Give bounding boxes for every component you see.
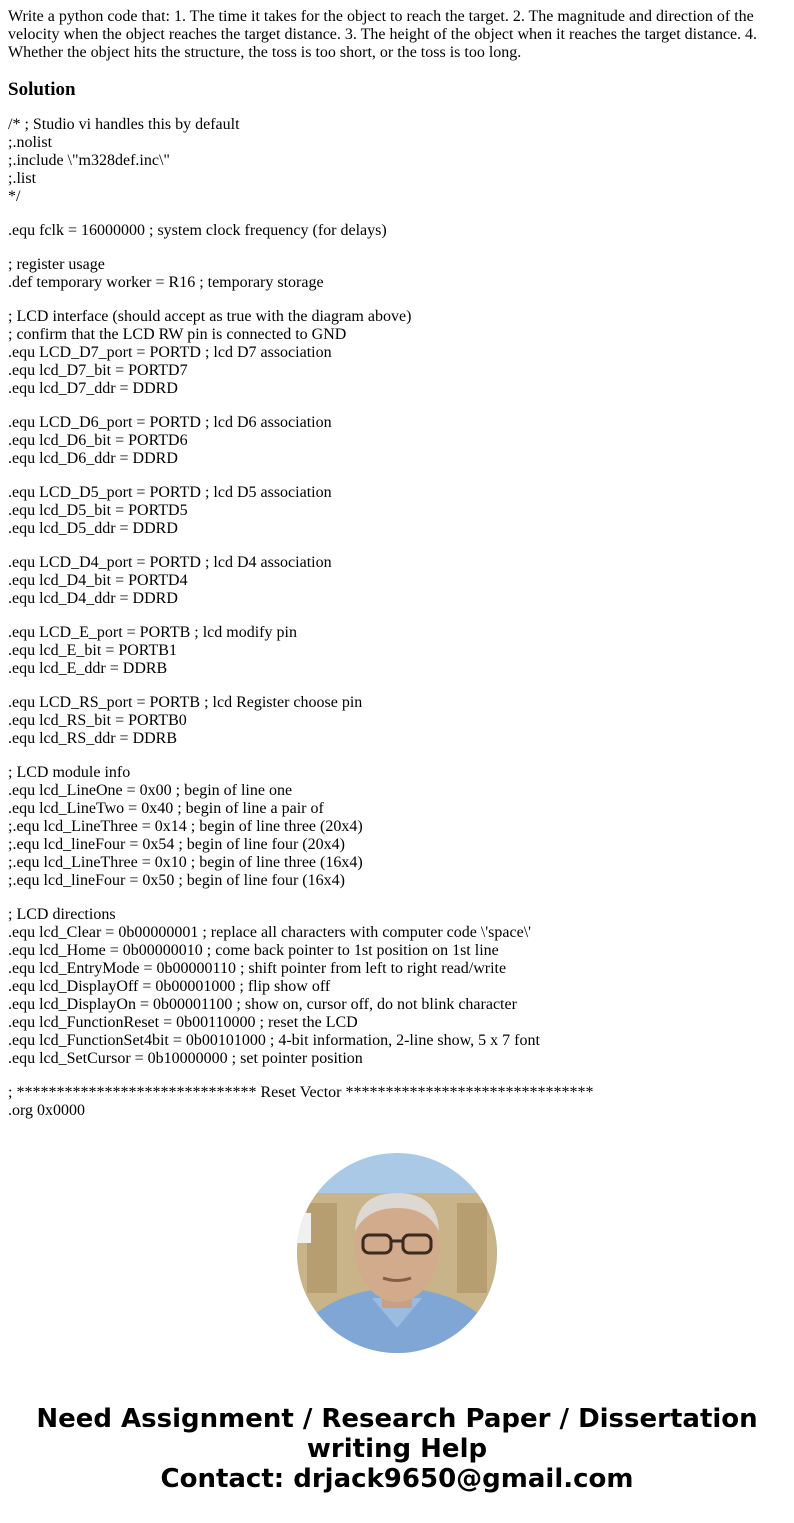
code-line: ;.nolist: [8, 134, 53, 151]
person-photo-icon: [297, 1153, 497, 1353]
code-line: ; register usage: [8, 256, 105, 273]
code-line: .equ lcd_D6_ddr = DDRD: [8, 450, 178, 467]
code-line: .equ lcd_SetCursor = 0b10000000 ; set pointer position: [8, 1050, 363, 1067]
code-line: .org 0x0000: [8, 1102, 86, 1119]
code-line: .equ LCD_D6_port = PORTD ; lcd D6 association: [8, 414, 332, 431]
solution-heading: Solution: [8, 79, 76, 100]
code-listing: [8, 116, 778, 1120]
code-paragraph: [8, 906, 778, 1068]
code-line: .equ lcd_E_ddr = DDRB: [8, 660, 168, 677]
code-paragraph: [8, 222, 778, 240]
code-line: .equ lcd_E_bit = PORTB1: [8, 642, 177, 659]
code-paragraph: [8, 414, 778, 468]
code-line: .equ lcd_EntryMode = 0b00000110 ; shift pointer from left to right read/write: [8, 960, 507, 977]
code-line: .equ lcd_DisplayOn = 0b00001100 ; show on, cursor off, do not blink character: [8, 996, 517, 1013]
code-paragraph: [8, 116, 778, 206]
code-line: .equ lcd_D6_bit = PORTD6: [8, 432, 188, 449]
code-line: .equ lcd_D4_bit = PORTD4: [8, 572, 188, 589]
question-text: Write a python code that: 1. The time it takes for the object to reach the target. 2. The magnitude and direction of the velocity when the object reaches the target distance. 3. The height of the object when it reaches the target distance. 4. Whether the object hits the structure, the toss is too short, or the toss is too long.: [8, 8, 758, 61]
code-line: ;.equ lcd_LineThree = 0x10 ; begin of line three (16x4): [8, 854, 363, 871]
footer-line-1: Need Assignment / Research Paper / Dissertation: [36, 1404, 758, 1434]
code-line: ; ****************************** Reset Vector *******************************: [8, 1084, 594, 1101]
code-paragraph: [8, 624, 778, 678]
avatar: [297, 1153, 497, 1353]
code-paragraph: [8, 256, 778, 292]
code-paragraph: [8, 1084, 778, 1120]
code-paragraph: [8, 694, 778, 748]
code-line: .equ LCD_D7_port = PORTD ; lcd D7 association: [8, 344, 332, 361]
code-line: /* ; Studio vi handles this by default: [8, 116, 240, 133]
document-body: [8, 8, 778, 1136]
code-line: */: [8, 188, 21, 205]
code-line: .equ lcd_Home = 0b00000010 ; come back pointer to 1st position on 1st line: [8, 942, 499, 959]
code-line: .equ lcd_LineOne = 0x00 ; begin of line one: [8, 782, 293, 799]
code-line: ;.equ lcd_lineFour = 0x54 ; begin of line four (20x4): [8, 836, 345, 853]
code-paragraph: [8, 484, 778, 538]
code-line: .equ lcd_RS_ddr = DDRB: [8, 730, 178, 747]
code-line: .equ lcd_FunctionReset = 0b00110000 ; reset the LCD: [8, 1014, 358, 1031]
code-line: ; confirm that the LCD RW pin is connected to GND: [8, 326, 347, 343]
promo-footer: [0, 1404, 794, 1494]
code-paragraph: [8, 308, 778, 398]
code-line: .equ LCD_RS_port = PORTB ; lcd Register choose pin: [8, 694, 363, 711]
code-line: ;.include \"m328def.inc\": [8, 152, 170, 169]
code-line: .equ lcd_FunctionSet4bit = 0b00101000 ; 4-bit information, 2-line show, 5 x 7 font: [8, 1032, 540, 1049]
code-line: .equ lcd_RS_bit = PORTB0: [8, 712, 187, 729]
code-line: ;.equ lcd_LineThree = 0x14 ; begin of line three (20x4): [8, 818, 363, 835]
code-line: .equ lcd_DisplayOff = 0b00001000 ; flip show off: [8, 978, 331, 995]
code-line: .equ LCD_E_port = PORTB ; lcd modify pin: [8, 624, 297, 641]
code-line: ;.list: [8, 170, 37, 187]
code-line: .equ LCD_D4_port = PORTD ; lcd D4 association: [8, 554, 332, 571]
code-line: .equ lcd_Clear = 0b00000001 ; replace all characters with computer code \'space\': [8, 924, 532, 941]
code-line: .equ lcd_D5_ddr = DDRD: [8, 520, 178, 537]
code-line: .equ lcd_LineTwo = 0x40 ; begin of line a pair of: [8, 800, 324, 817]
code-line: ; LCD interface (should accept as true with the diagram above): [8, 308, 412, 325]
code-paragraph: [8, 554, 778, 608]
code-line: ; LCD module info: [8, 764, 131, 781]
code-line: .equ lcd_D4_ddr = DDRD: [8, 590, 178, 607]
code-line: .def temporary worker = R16 ; temporary storage: [8, 274, 324, 291]
code-line: .equ lcd_D7_bit = PORTD7: [8, 362, 188, 379]
code-line: ; LCD directions: [8, 906, 116, 923]
code-line: .equ lcd_D7_ddr = DDRD: [8, 380, 178, 397]
code-line: .equ lcd_D5_bit = PORTD5: [8, 502, 188, 519]
code-line: .equ fclk = 16000000 ; system clock frequency (for delays): [8, 222, 387, 239]
code-line: ;.equ lcd_lineFour = 0x50 ; begin of line four (16x4): [8, 872, 345, 889]
footer-line-2: writing Help: [306, 1434, 488, 1464]
footer-contact: Contact: drjack9650@gmail.com: [160, 1464, 634, 1494]
code-line: .equ LCD_D5_port = PORTD ; lcd D5 association: [8, 484, 332, 501]
code-paragraph: [8, 764, 778, 890]
